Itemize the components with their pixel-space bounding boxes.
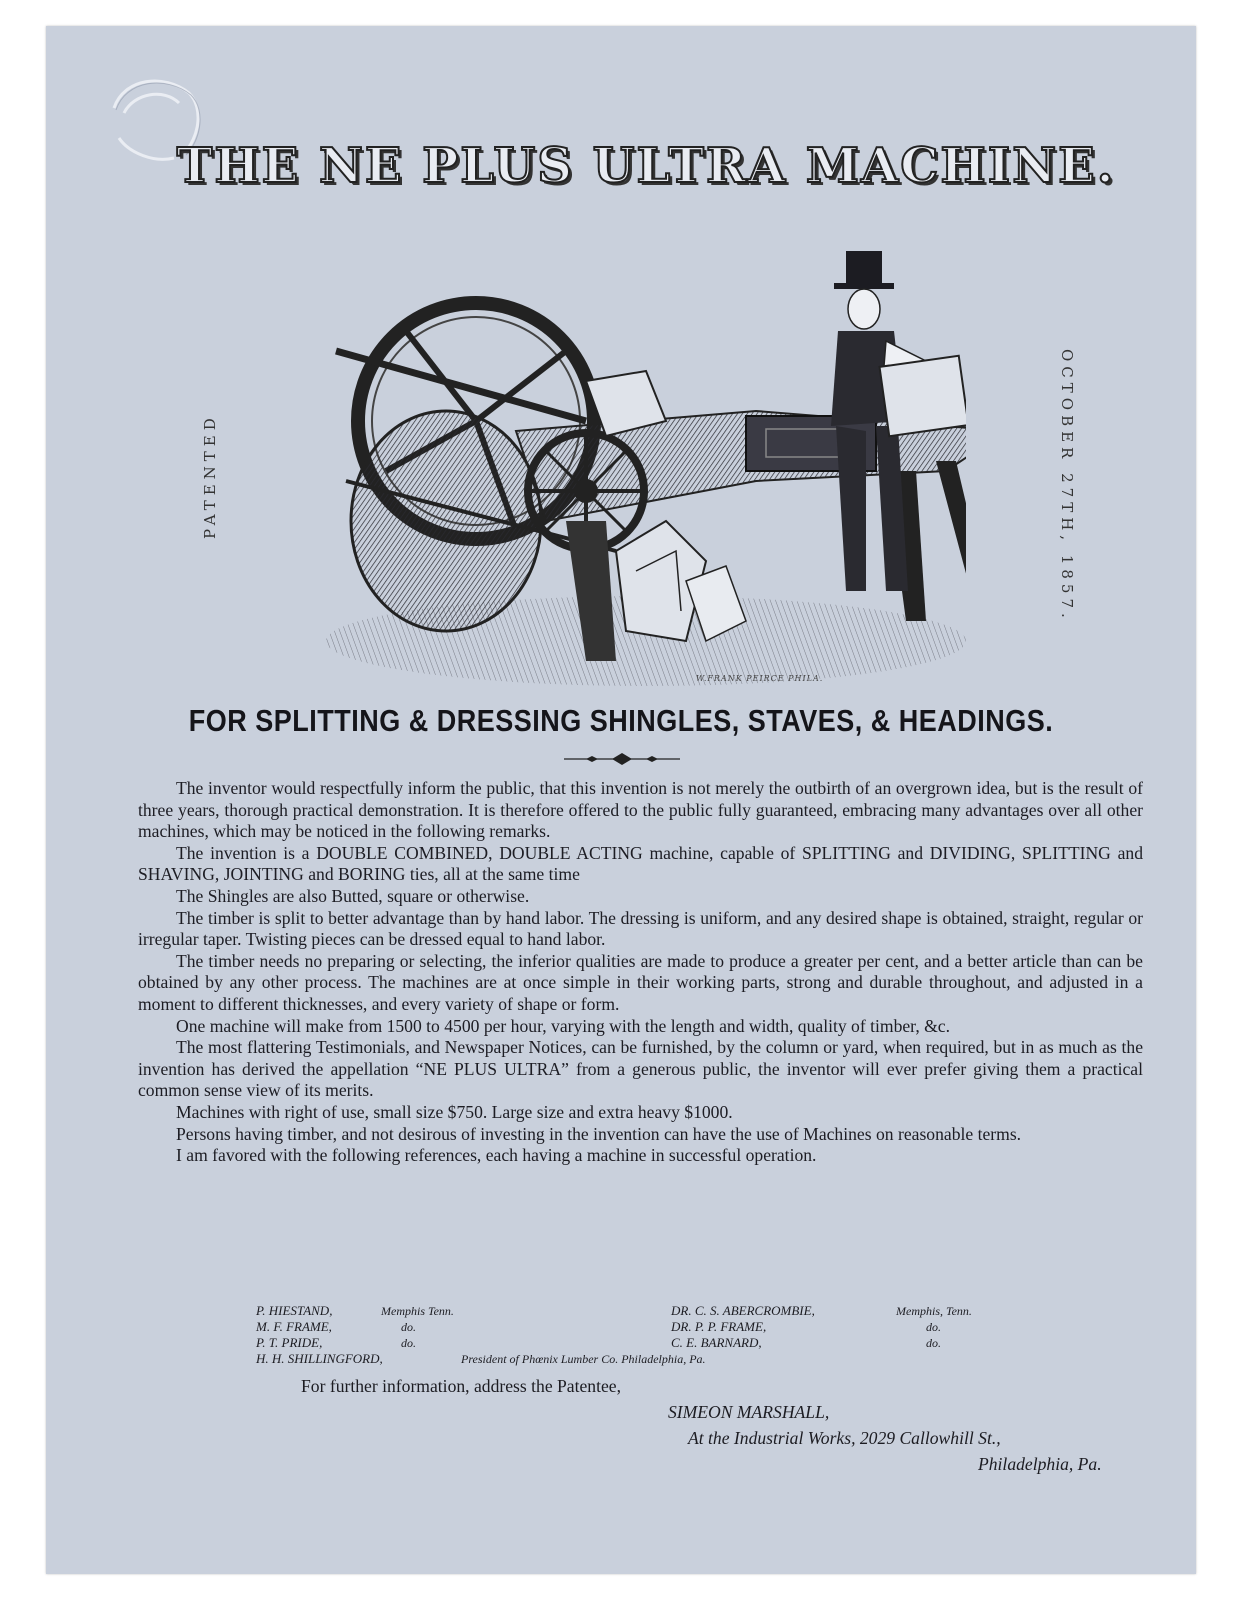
references-right-column (671, 1303, 972, 1351)
paragraph: Machines with right of use, small size $750. Large size and extra heavy $1000. (176, 1101, 733, 1122)
worker-figure (831, 251, 966, 591)
reference-entry: M. F. FRAME, do. (256, 1319, 416, 1334)
paragraph: I am favored with the following references, each having a machine in successful operation. (176, 1145, 817, 1166)
divider-ornament-icon (562, 752, 682, 766)
patent-date-label: OCTOBER 27TH, 1857. (1058, 349, 1076, 623)
paragraph: The most flattering Testimonials, and Newspaper Notices, can be furnished, by the column or yard, when required, but in as much as the invention has derived the appellation “NE PLUS ULTRA” from a generous public, the inventor will ever prefer giving them a practical common sense view of its merits. (138, 1037, 1143, 1101)
further-info-line: For further information, address the Patentee, (301, 1376, 622, 1396)
paragraph: The timber needs no preparing or selecting, the inferior qualities are made to produce a greater per cent, and a better article than can be obtained by any other process. The machines are at once simple in their working parts, strong and durable throughout, and adjusted in a moment to different thicknesses, and every variety of shape or form. (138, 950, 1143, 1014)
body-text (138, 778, 1143, 1167)
paragraph: One machine will make from 1500 to 4500 per hour, varying with the length and width, quality of timber, &c. (176, 1015, 951, 1036)
main-title: THE NE PLUS ULTRA MACHINE. (176, 138, 1116, 194)
saw-disc (351, 411, 541, 631)
paragraph: The timber is split to better advantage than by hand labor. The dressing is uniform, and any desired shape is obtained, straight, regular or irregular taper. Twisting pieces can be dressed equal to hand labor. (138, 907, 1143, 950)
paragraph: The invention is a DOUBLE COMBINED, DOUBLE ACTING machine, capable of SPLITTING and DIVIDING, SPLITTING and SHAVING, JOINTING and BORING ties, all at the same time (138, 842, 1143, 885)
machine-engraving (286, 221, 966, 696)
paragraph: The Shingles are also Butted, square or otherwise. (176, 885, 530, 906)
reference-entry: P. T. PRIDE, do. (256, 1335, 416, 1350)
reference-entry: P. HIESTAND, Memphis Tenn. (256, 1303, 454, 1318)
engraver-credit: W.FRANK PEIRCE PHILA. (696, 674, 824, 683)
paragraph: Persons having timber, and not desirous of investing in the invention can have the use of Machines on reasonable terms. (176, 1123, 1022, 1144)
signature-name: SIMEON MARSHALL, (668, 1402, 830, 1422)
patented-label: PATENTED (201, 413, 219, 539)
handbill-sheet (46, 26, 1196, 1574)
signature-address-line: At the Industrial Works, 2029 Callowhill St., (688, 1428, 1001, 1448)
references-left-column (256, 1303, 706, 1367)
reference-entry: DR. P. P. FRAME, do. (671, 1319, 941, 1334)
reference-entry: H. H. SHILLINGFORD, President of Phœnix Lumber Co. Philadelphia, Pa. (256, 1351, 706, 1366)
reference-entry: C. E. BARNARD, do. (671, 1335, 941, 1350)
signature-city-line: Philadelphia, Pa. (978, 1454, 1102, 1474)
paragraph: The inventor would respectfully inform the public, that this invention is not merely the outbirth of an overgrown idea, but is the result of three years, thorough practical demonstration. It is therefore offered to the public fully guaranteed, embracing many advantages over all other machines, which may be noticed in the following remarks. (138, 778, 1143, 842)
subtitle: FOR SPLITTING & DRESSING SHINGLES, STAVES, & HEADINGS. (188, 704, 1054, 738)
reference-entry: DR. C. S. ABERCROMBIE, Memphis, Tenn. (671, 1303, 972, 1318)
